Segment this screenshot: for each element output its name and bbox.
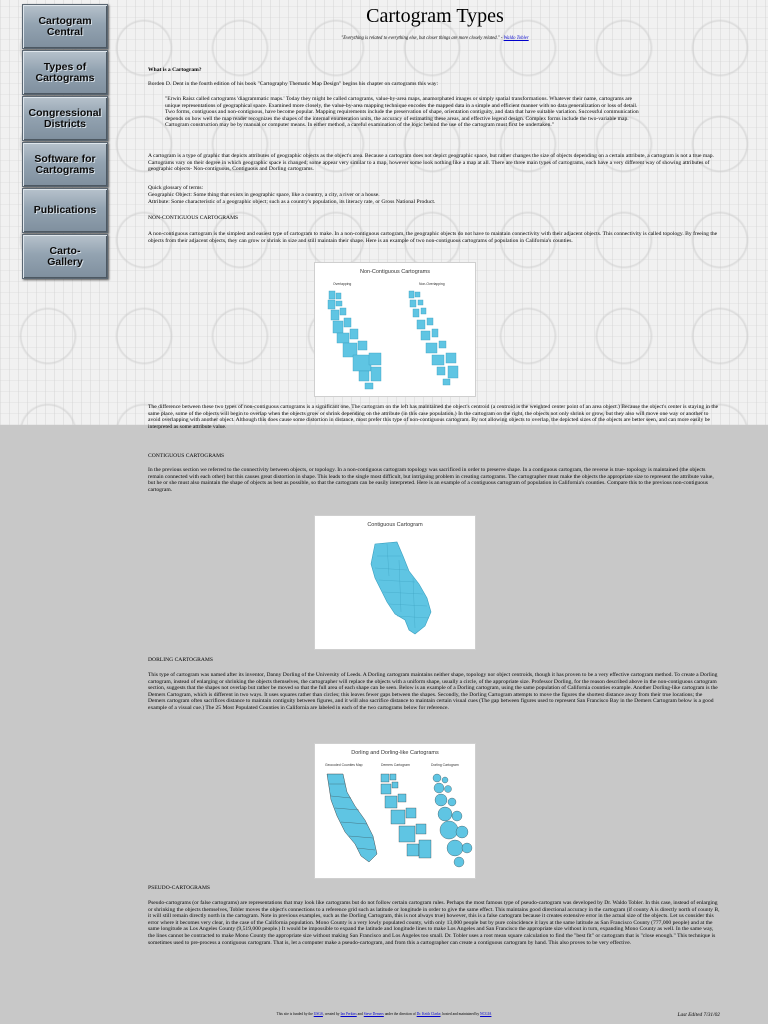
noncontig-after-paragraph: The difference between these two types of non-contiguous cartograms is a significant one. The cartogram on the left has maintained the object's centroid (a centroid is the weighted center point of an area object.) Because the object's center is staying in the same place, some of the objects will begin to overlap when the objects grow or shrink depending on the attribute (in this case population.) In the cartogram on the right, the objects not only shrink or grow, but they also will move one way or another to avoid overlapping with another object. Although this does cause some distortion in distance, most prefer this type of non-contiguous cartogram. By not allowing objects to overlap, the depicted sizes of the objects are better seen, and can more easily be interpreted as some attribute value. bbox=[148, 404, 719, 430]
noncontig-fig-right-label: Non-Overlapping bbox=[419, 282, 445, 286]
noncontig-fig-title: Non-Contiguous Cartograms bbox=[359, 269, 430, 275]
intro-paragraph: Borden D. Dent in the fourth edition of his book "Cartography Thematic Map Design" begins his chapter on cartograms this way: bbox=[148, 81, 439, 87]
noncontig-paragraph: A non-contiguous cartogram is the simplest and easiest type of cartogram to make. In a non-contiguous cartogram, the geographic objects do not have to maintain connectivity with their adjacent objects. This connectivity is called topology. By freeing the objects from their adjacent objects, they can grow or shrink in size and still maintain their shape. Here is an example of two non-contiguous cartograms of population in California's counties. bbox=[148, 231, 718, 244]
dorling-heading: DORLING CARTOGRAMS bbox=[148, 657, 213, 663]
page-title: Cartogram Types bbox=[366, 5, 504, 27]
noncontig-figure bbox=[314, 262, 476, 397]
noncontig-fig-left-label: Overlapping bbox=[333, 282, 352, 286]
dorling-figure bbox=[314, 743, 476, 879]
footer-text: under the direction of bbox=[383, 1012, 417, 1016]
nav-congressional-districts[interactable]: Congressional Districts bbox=[22, 96, 108, 141]
footer-link-ian-perkins[interactable]: Ian Perkins bbox=[340, 1012, 357, 1016]
glossary-heading: Quick glossary of terms: bbox=[148, 185, 204, 191]
pseudo-heading: PSEUDO-CARTOGRAMS bbox=[148, 885, 211, 891]
glossary-geographic-object: Geographic Object: Some thing that exists in geographic space, like a country, a city, a river or a house. bbox=[148, 192, 380, 198]
footer-text: , created by bbox=[322, 1012, 341, 1016]
footer-link-keith-clarke[interactable]: Dr. Keith Clarke bbox=[416, 1012, 441, 1016]
pseudo-paragraph: Pseudo-cartograms (or false cartograms) are representations that may look like cartograms but do not follow certain cartogram rules. Perhaps the most famous type of pseudo-cartogram was developed by Dr. Waldo Tobler. In this case, instead of enlarging or shrinking the objects themselves, Tobler moves the object's connections to a reference grid such as latitude or longitude in order to give the same effect. This maintains good directional accuracy in the cartogram (if county A is directly north of county B, it will still remain directly north in the cartogram. Note in previous examples, such as the Dorling Cartogram, this is not always true) however, this is a false cartogram because it creates extensive error in the actual size of the objects. Let us consider this error where it becomes very clear, in the case of the California population. Mono County is a very lowly populated county, with only 13,000 people but by pure coincidence it lays at the same latitude as San Francisco County (777,000 people) and at the same longitude as Los Angeles County (9,519,000 people.) It would be impossible to expand the latitude and longitude lines to make Los Angeles and San Francisco the appropriate size without in turn, expanding Mono County as well. In the same way, the lines cannot be contracted to make Mono County the appropriate size without making San Francisco and Los Angeles too small. Dr. Tobler uses a root mean square calculation to find the "best fit" or cartogram that is "close enough." This technique is sometimes used to pre-process a contiguous cartogram. That is, let a computer make a pseudo-cartogram, and from this a cartographer can create a contiguous cartogram by hand. This also proves to be very effective. bbox=[148, 900, 720, 946]
footer-link-usgs[interactable]: USGS bbox=[313, 1012, 323, 1016]
quote-text: "Everything is related to everything else, but closer things are more closely related." - bbox=[341, 36, 504, 41]
footer bbox=[0, 1012, 768, 1016]
dorling-fig-title: Dorling and Dorling-like Cartograms bbox=[351, 750, 439, 756]
contig-paragraph: In the previous section we referred to the connectivity between objects, or topology. In a non-contiguous cartogram topology was sacrificed in order to preserve shape. In a contiguous cartogram, the reverse is true- topology is maintained (the objects remain connected with each other) but this causes great distortion in shape. This leads to the single most difficult, but intriguing problem in creating cartograms. The cartographer must make the objects the appropriate size to represent the attribute value, but he or she must also maintain the shape of objects as best as possible, so that the cartogram can be easily interpreted. Here is an example of a contiguous cartogram of population in California's counties. Compare this to the previous non-contiguous cartogram. bbox=[148, 467, 714, 493]
contig-map-svg bbox=[315, 516, 475, 649]
glossary-attribute: Attribute: Some characteristic of a geographic object; such as a country's population, its literacy rate, or Gross National Product. bbox=[148, 199, 436, 205]
footer-text: and bbox=[356, 1012, 364, 1016]
dorling-fig-a-label: Geocoded Counties Map bbox=[325, 763, 363, 767]
quote-author-link[interactable]: Waldo Tobler bbox=[503, 36, 529, 41]
nav-cartogram-central[interactable]: Cartogram Central bbox=[22, 4, 108, 49]
contig-figure bbox=[314, 515, 476, 650]
tobler-quote bbox=[148, 36, 722, 41]
nav-publications[interactable]: Publications bbox=[22, 188, 108, 233]
noncontig-map-svg bbox=[315, 263, 475, 396]
nav-software-for-cartograms[interactable]: Software for Cartograms bbox=[22, 142, 108, 187]
contig-heading: CONTIGUOUS CARTOGRAMS bbox=[148, 453, 225, 459]
nav-carto-gallery[interactable]: Carto- Gallery bbox=[22, 234, 108, 279]
dent-blockquote: "Erwin Raisz called cartograms 'diagrammatic maps.' Today they might be called cartograms, value-by-area maps, anamorphated images or simply spatial transformations. Whatever their name, cartograms are unique representations of geographical space. Examined more closely, the value-by-area mapping technique encodes the mapped data in a simple and efficient manner with no data generalization or loss of detail. Two forms, contiguous and non-contiguous, have become popular. Mapping requirements include the preservation of shape, orientation contiguity, and data that have suitable variation. Successful communication depends on how well the map reader recognizes the shapes of the internal enumeration units, the accuracy of estimating these areas, and effective legend design. Complex forms include the two-variable map. Cartogram construction may be by manual or computer means. In either method, a careful examination of the logic behind the use of the cartogram must first be undertaken." bbox=[165, 96, 639, 129]
contig-fig-title: Contiguous Cartogram bbox=[367, 522, 423, 528]
what-heading: What is a Cartogram? bbox=[148, 67, 202, 73]
last-edited: Last Edited 7/31/02 bbox=[677, 1012, 720, 1018]
dorling-fig-b-label: Demers Cartogram bbox=[381, 763, 410, 767]
footer-text: , hosted and maintained by bbox=[440, 1012, 481, 1016]
footer-link-steve-demers[interactable]: Steve Demers bbox=[363, 1012, 384, 1016]
definition-paragraph: A cartogram is a type of graphic that depicts attributes of geographic objects as the object's area. Because a cartogram does not depict geographic space, but rather changes the size of objects depending on a certain attribute, a cartogram is not a true map. Cartograms vary on their degree in which geographic space is changed; some appear very similar to a map, however some look nothing like a map at all. There are three main types of cartograms, each have a very different way of showing attributes of geographic objects- Non-contiguous, Contiguous and Dorling cartograms. bbox=[148, 153, 714, 173]
dorling-fig-c-label: Dorling Cartogram bbox=[431, 763, 459, 767]
footer-text: This site is funded by the bbox=[276, 1012, 314, 1016]
noncontig-heading: NON-CONTIGUOUS CARTOGRAMS bbox=[148, 215, 239, 221]
dorling-paragraph: This type of cartogram was named after its inventor, Danny Dorling of the University of Leeds. A Dorling cartogram maintains neither shape, topology nor object centroids, though it has proven to be a very effective cartogram method. To create a Dorling cartogram, instead of enlarging or shrinking the objects themselves, the cartographer will replace the objects with a uniform shape, usually a circle, of the appropriate size. Professor Dorling, for the reason described above in the non-contiguous cartogram section, suggests that the shapes not overlap but rather be moved so that the full area of each shape can be seen. Below is an example of a Dorling cartogram, using the same population of California counties example. Another Dorling-like cartogram is the Demers Cartogram, which is different in two ways. It uses squares rather than circles; this leaves fewer gaps between the shapes. Secondly, the Dorling Cartogram attempts to move the figures the shortest distance away from their true locations; the Demers cartogram often sacrifices distance to maintain contiguity between figures, and it will also sacrifice distance to maintain certain visual cues (The gap between figures used to represent San Francisco Bay in the Demers Cartogram below is a good example of a visual cue.) The 25 Most Populated Counties in California are labeled in each of the two cartograms below for reference. bbox=[148, 672, 718, 711]
dorling-map-svg bbox=[315, 744, 475, 878]
nav-types-of-cartograms[interactable]: Types of Cartograms bbox=[22, 50, 108, 95]
footer-link-ncgia[interactable]: NCGIA bbox=[480, 1012, 492, 1016]
